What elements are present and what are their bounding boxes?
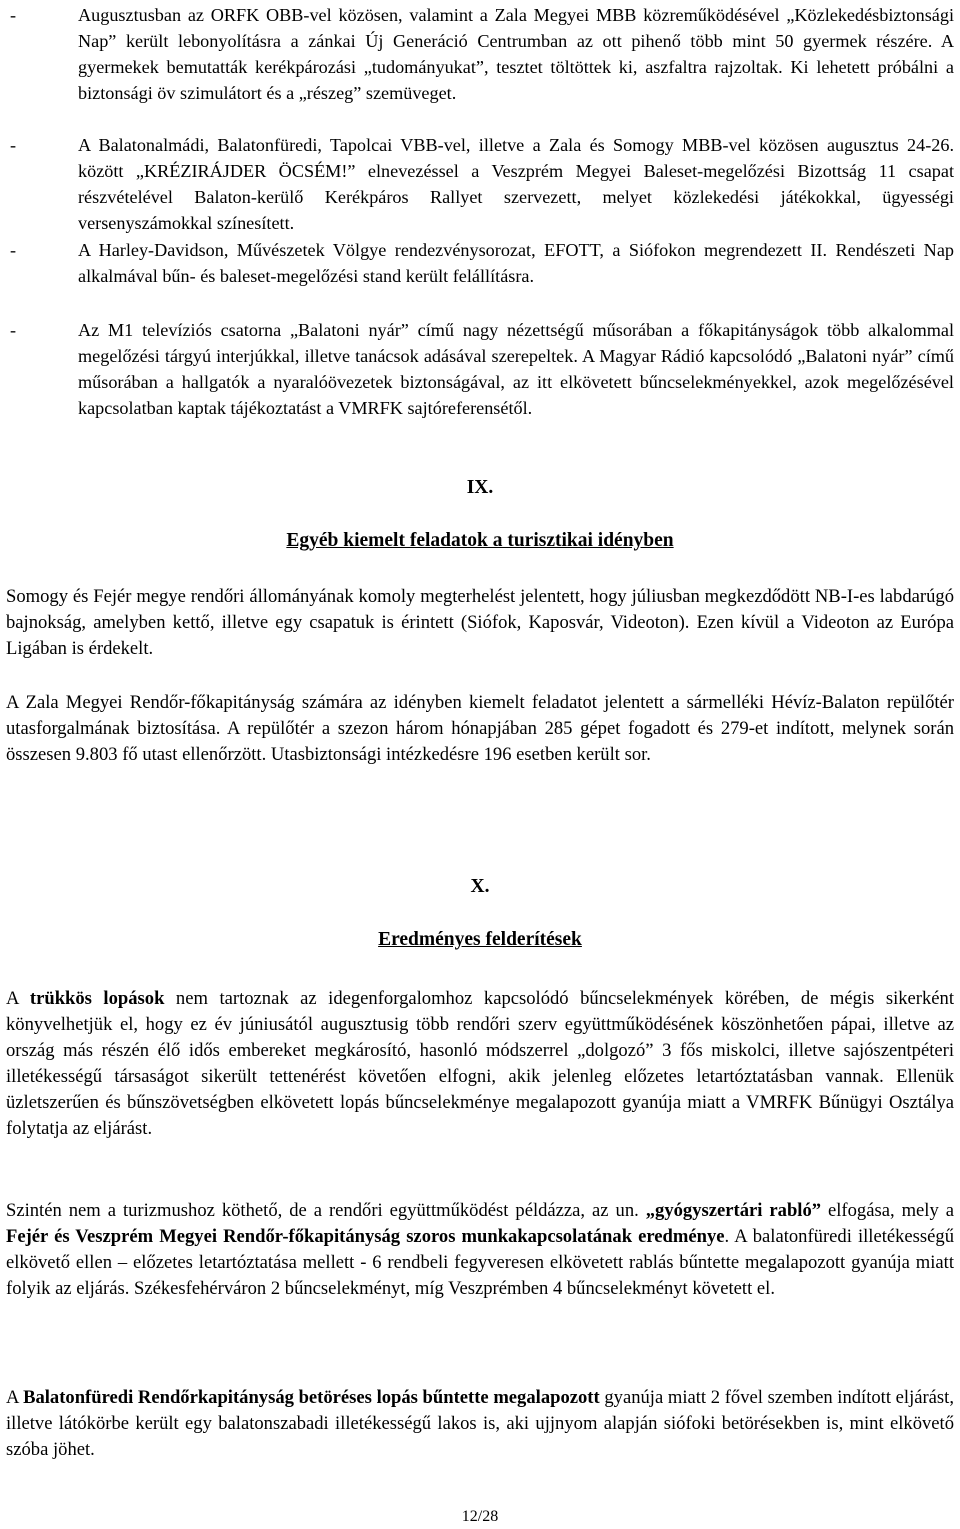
bold-text: Fejér és Veszprém Megyei Rendőr-főkapitányság szoros munkakapcsolatának eredménye bbox=[6, 1226, 725, 1247]
paragraph bbox=[6, 1198, 954, 1302]
section-number: IX. bbox=[466, 477, 494, 498]
list-item bbox=[10, 317, 954, 421]
bold-text: Balatonfüredi Rendőrkapitányság betöréses lopás bűntette megalapozott bbox=[23, 1387, 600, 1408]
paragraph bbox=[6, 986, 954, 1142]
page-number: 12/28 bbox=[461, 1508, 499, 1525]
list-item-text: A Harley-Davidson, Művészetek Völgye rendezvénysorozat, EFOTT, a Siófokon megrendezett II. Rendészeti Nap alkalmával bűn- és baleset-megelőzési stand került felállításra. bbox=[78, 240, 954, 286]
list-item bbox=[10, 2, 954, 106]
list-item-text: Augusztusban az ORFK OBB-vel közösen, valamint a Zala Megyei MBB közreműködésével „Közlekedésbiztonsági Nap” került lebonyolításra a zánkai Új Generáció Centrumban az ott pihenő több mint 50 gyermek részére. A gyermekek bemutatták kerékpározási „tudományukat”, tesztet töltöttek ki, aszfaltra rajzoltak. Ki lehetett próbálni a biztonsági öv szimulátort és a „részeg” szemüveget. bbox=[78, 5, 954, 103]
list-item-text: Az M1 televíziós csatorna „Balatoni nyár” című nagy nézettségű műsorában a főkapitányságok több alkalommal megelőzési tárgyú interjúkkal, illetve tanácsok adásával szerepeltek. A Magyar Rádió kapcsolódó „Balatoni nyár” című műsorában a hallgatók a nyaralóövezetek biztonságával, az itt elkövetett bűncselekményekkel, azok megelőzésével kapcsolatban kaptak tájékoztatást a VMRFK sajtóreferensétől. bbox=[78, 320, 954, 418]
bold-text: „gyógyszertári rabló” bbox=[645, 1200, 822, 1221]
text-run: . A balatonfüredi illetékességű elkövető ellen – előzetes letartóztatása mellett - 6 rendbeli fegyveresen elkövetett rablás bűntette megalapozott gyanúja miatt folyik az eljárás. Székesfehérváron 2 bűncselekményt, míg Veszprémben 4 bűncselekményt követett el. bbox=[6, 1226, 954, 1299]
text-run: A bbox=[6, 988, 30, 1009]
list-item-text: A Balatonalmádi, Balatonfüredi, Tapolcai VBB-vel, illetve a Zala és Somogy MBB-vel közösen augusztus 24-26. között „KRÉZIRÁJDER ÖCSÉM!” elnevezéssel a Veszprém Megyei Baleset-megelőzési Bizottság 11 csapat részvételével Balaton-kerülő Kerékpáros Rallyet szervezett, melyet közlekedési játékokkal, ügyességi versenyszámokkal színesített. bbox=[78, 135, 954, 233]
list-dash: - bbox=[10, 320, 17, 340]
paragraph bbox=[6, 1385, 954, 1463]
section-number: X. bbox=[470, 876, 490, 897]
text-run: nem tartoznak az idegenforgalomhoz kapcsolódó bűncselekmények körében, de mégis sikerként könyvelhetjük el, hogy ez év júniusától augusztusig több rendőri szerv együttműködésének köszönhetően pápai, illetve az ország más részén élő idős embereket megkárosító, hasonló módszerrel „dolgozó” 3 fős miskolci, illetve sajószentpéteri illetékességű társaságot sikerült tettenérést követően elfogni, akik jelenleg előzetes letartóztatásban vannak. Ellenük üzletszerűen és bűnszövetségben elkövetett lopás bűncselekménye megalapozott gyanúja miatt a VMRFK Bűnügyi Osztálya folytatja az eljárást. bbox=[6, 988, 955, 1139]
paragraph: A Zala Megyei Rendőr-főkapitányság számára az idényben kiemelt feladatot jelentett a sármelléki Hévíz-Balaton repülőtér utasforgalmának biztosítása. A repülőtér a szezon három hónapjában 285 gépet fogadott és 279-et indított, melynek során összesen 9.803 fő utast ellenőrzött. Utasbiztonsági intézkedésre 196 esetben került sor. bbox=[6, 692, 954, 765]
list-dash: - bbox=[10, 240, 17, 260]
list-item bbox=[10, 237, 954, 289]
paragraph: Somogy és Fejér megye rendőri állományának komoly megterhelést jelentett, hogy júliusban megkezdődött NB-I-es labdarúgó bajnokság, amelyben kettő, illetve egy csapatuk is érintett (Siófok, Kaposvár, Videoton). Ezen kívül a Videoton az Európa Ligában is érdekelt. bbox=[6, 586, 954, 659]
section-title: Eredményes felderítések bbox=[378, 929, 582, 950]
list-item bbox=[10, 132, 954, 236]
section-title: Egyéb kiemelt feladatok a turisztikai idényben bbox=[286, 530, 674, 551]
text-run: elfogása, mely a bbox=[821, 1200, 954, 1221]
list-dash: - bbox=[10, 135, 17, 155]
text-run: A bbox=[6, 1387, 24, 1408]
list-dash: - bbox=[10, 5, 17, 25]
bold-text: trükkös lopások bbox=[29, 988, 165, 1009]
text-run: Szintén nem a turizmushoz köthető, de a rendőri együttműködést példázza, az un. bbox=[6, 1200, 646, 1221]
text-run: gyanúja miatt 2 fővel szemben indított eljárást, illetve látókörbe került egy balatonszabadi illetékességű lakos is, aki ujjnyom alapján siófoki betörésekben is, mint elkövető szóba jöhet. bbox=[6, 1387, 954, 1460]
